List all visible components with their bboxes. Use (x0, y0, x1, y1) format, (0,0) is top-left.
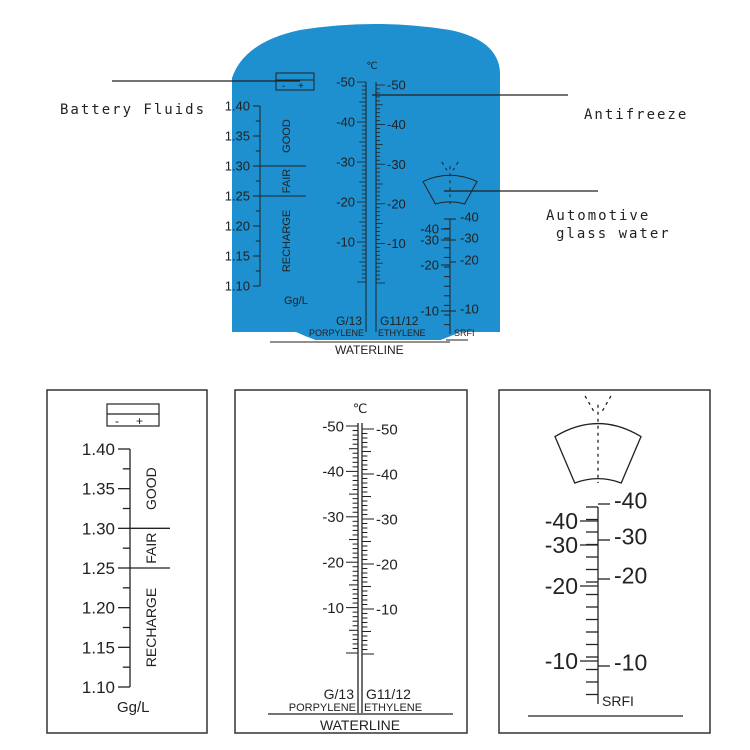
antifreeze-right-label: -50 (376, 421, 398, 439)
antifreeze-right-label: -20 (387, 196, 406, 212)
battery-tick-label: 1.15 (224, 248, 250, 264)
glass-left-label: -40 (544, 508, 578, 535)
antifreeze-left-label: -20 (336, 194, 355, 210)
battery-unit: Gg/L (284, 295, 308, 307)
glass-water-label: glass water (556, 226, 671, 242)
battery-tick-label: 1.35 (81, 479, 115, 499)
antifreeze-right-name: G11/12 (366, 686, 411, 702)
glass-left-label: -20 (544, 573, 578, 600)
battery-tick-label: 1.20 (81, 598, 115, 618)
antifreeze-left-label: -40 (336, 114, 355, 130)
antifreeze-right-label: -20 (376, 556, 398, 574)
battery-tick-label: 1.25 (224, 188, 250, 204)
antifreeze-right-label: -10 (376, 601, 398, 619)
antifreeze-right-label: -10 (387, 235, 406, 251)
antifreeze-left-sub: PORPYLENE (308, 328, 364, 338)
glass-left-label: -30 (420, 232, 439, 248)
battery-unit: Gg/L (117, 699, 150, 716)
glass-right-label: -20 (614, 562, 648, 589)
top-battery-plus: + (298, 81, 304, 92)
battery-band-label: FAIR (143, 532, 159, 564)
antifreeze-left-label: -50 (336, 74, 355, 90)
antifreeze-right-sub: ETHYLENE (378, 328, 426, 338)
top-battery-minus: - (282, 81, 286, 92)
battery-tick-label: 1.40 (81, 439, 115, 459)
battery-minus: - (115, 414, 119, 428)
battery-band-label: FAIR (280, 168, 293, 194)
battery-plus: + (136, 414, 144, 428)
antifreeze-left-label: -10 (336, 234, 355, 250)
glass-left-label: -40 (420, 221, 439, 237)
glass-right-label: -10 (614, 649, 648, 676)
antifreeze-right-name: G11/12 (380, 314, 419, 328)
glass-left-label: -10 (544, 648, 578, 675)
glass-left-label: -20 (420, 257, 439, 273)
top-waterline-label: WATERLINE (335, 343, 404, 357)
battery-tick-label: 1.30 (81, 519, 115, 539)
glass-srfi-label: SRFI (602, 693, 634, 709)
antifreeze-left-sub: PORPYLENE (288, 702, 356, 714)
glass-left-label: -30 (544, 532, 578, 559)
glass-right-label: -40 (614, 487, 648, 514)
antifreeze-label: Antifreeze (584, 107, 689, 123)
glass-srfi-label: SRFI (454, 328, 475, 338)
battery-tick-label: 1.15 (81, 638, 115, 658)
antifreeze-right-sub: ETHYLENE (364, 702, 423, 714)
antifreeze-right-label: -30 (387, 156, 406, 172)
antifreeze-right-label: -40 (376, 466, 398, 484)
battery-tick-label: 1.35 (224, 128, 250, 144)
battery-band-label: GOOD (143, 467, 159, 511)
battery-band-label: RECHARGE (143, 587, 159, 668)
antifreeze-unit: ℃ (352, 402, 368, 417)
antifreeze-panel (235, 390, 467, 733)
antifreeze-right-label: -40 (387, 117, 406, 133)
battery-band-label: RECHARGE (280, 209, 293, 273)
battery-tick-label: 1.30 (224, 158, 250, 174)
battery-band-label: GOOD (280, 119, 293, 153)
antifreeze-right-label: -50 (387, 77, 406, 93)
antifreeze-left-label: -30 (322, 509, 344, 527)
waterline-label: WATERLINE (319, 717, 401, 733)
battery-tick-label: 1.10 (81, 677, 115, 697)
antifreeze-left-name: G/13 (335, 314, 362, 328)
glass-panel (499, 390, 710, 733)
glass-right-label: -20 (460, 252, 479, 268)
glass-left-label: -10 (420, 303, 439, 319)
battery-fluids-label: Battery Fluids (60, 102, 207, 118)
battery-tick-label: 1.40 (224, 98, 250, 114)
antifreeze-left-label: -20 (322, 554, 344, 572)
glass-right-label: -30 (614, 523, 648, 550)
antifreeze-left-label: -10 (322, 599, 344, 617)
antifreeze-left-label: -30 (336, 154, 355, 170)
battery-tick-label: 1.20 (224, 218, 250, 234)
glass-right-label: -40 (460, 209, 479, 225)
automotive-label: Automotive (546, 208, 651, 224)
antifreeze-right-label: -30 (376, 511, 398, 529)
antifreeze-left-name: G/13 (323, 686, 354, 702)
glass-right-label: -10 (460, 301, 479, 317)
battery-tick-label: 1.25 (81, 558, 115, 578)
glass-right-label: -30 (460, 230, 479, 246)
battery-panel (47, 390, 207, 733)
antifreeze-unit: ℃ (366, 61, 378, 72)
battery-tick-label: 1.10 (224, 278, 250, 294)
antifreeze-left-label: -50 (322, 418, 344, 436)
antifreeze-left-label: -40 (322, 463, 344, 481)
